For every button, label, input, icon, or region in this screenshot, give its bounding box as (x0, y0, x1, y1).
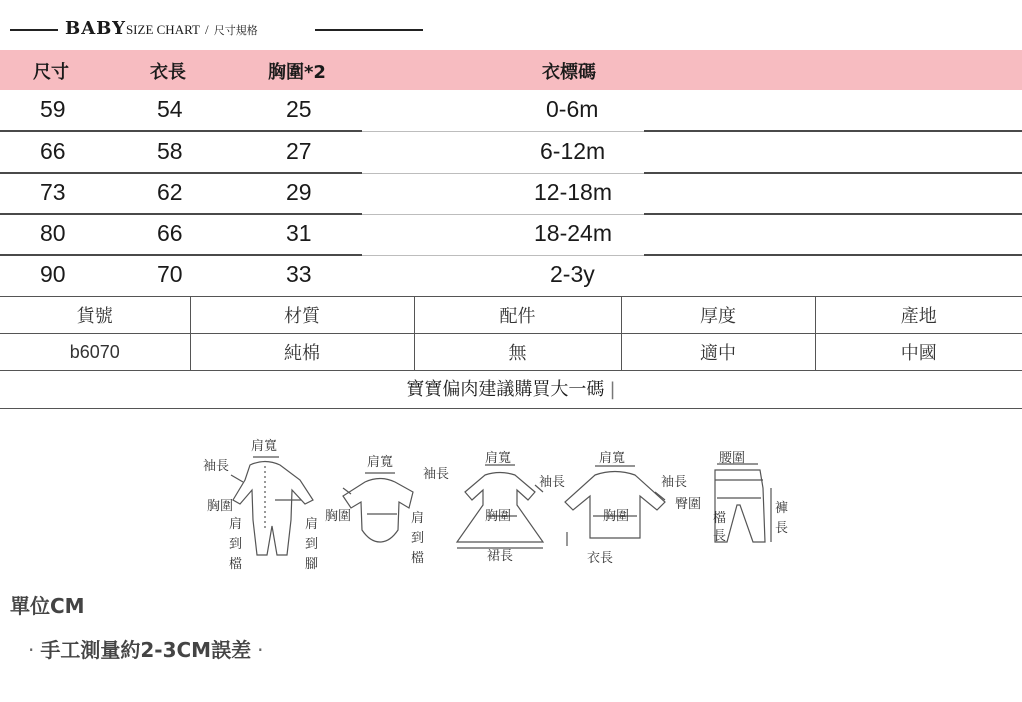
info-value-accessory: 無 (414, 334, 621, 371)
cell-length: 62 (157, 179, 183, 205)
cell-label-size: 12-18m (534, 179, 612, 205)
romper-s2f-label-3: 腳 (305, 557, 319, 572)
table-row (0, 255, 1022, 297)
pants-crotch-label-1: 檔 (713, 511, 727, 526)
table-row (0, 132, 1022, 174)
bodysuit-chest-label: 胸圍 (325, 509, 352, 524)
cell-size: 59 (40, 96, 66, 122)
info-value-thickness: 適中 (621, 334, 815, 371)
col-size: 尺寸 (33, 62, 69, 83)
cell-chest: 29 (286, 179, 312, 205)
bodysuit-sleeve-label: 袖長 (423, 467, 450, 482)
info-value-row (0, 334, 1022, 371)
col-chest: 胸圍*2 (268, 62, 326, 83)
bodysuit-s2c-label-3: 檔 (411, 551, 425, 566)
dress-icon (457, 473, 543, 543)
table-row (0, 173, 1022, 215)
romper-s2f-label-1: 肩 (305, 517, 319, 532)
romper-s2f-label-2: 到 (305, 537, 319, 552)
header-title (65, 18, 258, 39)
info-header-material: 材質 (190, 297, 414, 334)
romper-chest-label: 胸圍 (207, 499, 234, 514)
bullet-right: · (257, 638, 264, 662)
size-table-header (0, 50, 1022, 90)
size-advice-row (0, 372, 1022, 409)
brand-label: BABY (65, 18, 126, 39)
cell-label-size: 6-12m (540, 138, 606, 164)
measurement-error-note (22, 634, 269, 663)
bodysuit-icon (343, 479, 413, 543)
cell-size: 80 (40, 220, 66, 246)
pants-crotch-label-2: 長 (713, 529, 727, 544)
info-value-material: 純棉 (190, 334, 414, 371)
separator: / (205, 22, 209, 37)
top-chest-label: 胸圍 (603, 509, 630, 524)
pants-length-label-1: 褲 (775, 501, 789, 516)
cell-label-size: 18-24m (534, 220, 612, 246)
info-header-accessory: 配件 (414, 297, 621, 334)
cell-label-size: 2-3y (550, 261, 595, 287)
header-right-rule (315, 29, 423, 31)
size-advice-text: 寶寶偏肉建議購買大一碼 (406, 379, 605, 400)
product-info-table (0, 296, 1022, 371)
cell-size: 90 (40, 261, 66, 287)
cell-chest: 25 (286, 96, 312, 122)
size-chart-header (10, 18, 420, 42)
info-header-origin: 產地 (815, 297, 1022, 334)
top-shoulder-label: 肩寬 (599, 451, 626, 466)
cell-chest: 27 (286, 138, 312, 164)
bodysuit-s2c-label-1: 肩 (411, 511, 425, 526)
garment-diagrams-svg (195, 430, 805, 580)
pants-length-label-2: 長 (775, 521, 789, 536)
header-left-rule (10, 29, 58, 31)
bullet-left: · (28, 638, 35, 662)
subtitle-cn-label: 尺寸規格 (213, 24, 258, 37)
unit-note: 單位CM (10, 594, 85, 618)
info-value-sku: b6070 (0, 334, 190, 371)
table-row (0, 90, 1022, 132)
cell-length: 54 (157, 96, 183, 122)
dress-shoulder-label: 肩寬 (485, 451, 512, 466)
pants-waist-label: 腰圍 (719, 451, 746, 466)
romper-s2c-label-3: 檔 (229, 557, 243, 572)
info-value-origin: 中國 (815, 334, 1022, 371)
cell-chest: 33 (286, 261, 312, 287)
romper-shoulder-label: 肩寬 (251, 439, 278, 454)
romper-icon (233, 462, 313, 556)
dress-length-label: 裙長 (487, 549, 514, 564)
dress-chest-label: 胸圍 (485, 509, 512, 524)
dress-sleeve-label: 袖長 (539, 475, 566, 490)
bodysuit-s2c-label-2: 到 (411, 531, 425, 546)
info-header-sku: 貨號 (0, 297, 190, 334)
col-label-size: 衣標碼 (542, 62, 596, 83)
text-cursor-mark: | (609, 379, 616, 400)
romper-s2c-label-1: 肩 (229, 517, 243, 532)
top-length-label: 衣長 (587, 551, 614, 566)
romper-s2c-label-2: 到 (229, 537, 243, 552)
bodysuit-shoulder-label: 肩寬 (367, 455, 394, 470)
cell-length: 58 (157, 138, 183, 164)
subtitle-label: SIZE CHART (125, 22, 200, 37)
cell-chest: 31 (286, 220, 312, 246)
info-header-row (0, 297, 1022, 334)
measurement-diagrams (195, 430, 805, 580)
cell-size: 66 (40, 138, 66, 164)
cell-size: 73 (40, 179, 66, 205)
cell-length: 66 (157, 220, 183, 246)
table-row (0, 214, 1022, 256)
top-sleeve-label: 袖長 (661, 475, 688, 490)
cell-label-size: 0-6m (546, 96, 599, 122)
diagram-labels (203, 439, 788, 572)
cell-length: 70 (157, 261, 183, 287)
top-icon (565, 472, 665, 539)
romper-sleeve-label: 袖長 (203, 459, 230, 474)
pants-hip-label: 臀圍 (675, 497, 702, 512)
error-text: 手工測量約2-3CM誤差 (40, 638, 252, 662)
col-length: 衣長 (150, 62, 186, 83)
info-header-thickness: 厚度 (621, 297, 815, 334)
